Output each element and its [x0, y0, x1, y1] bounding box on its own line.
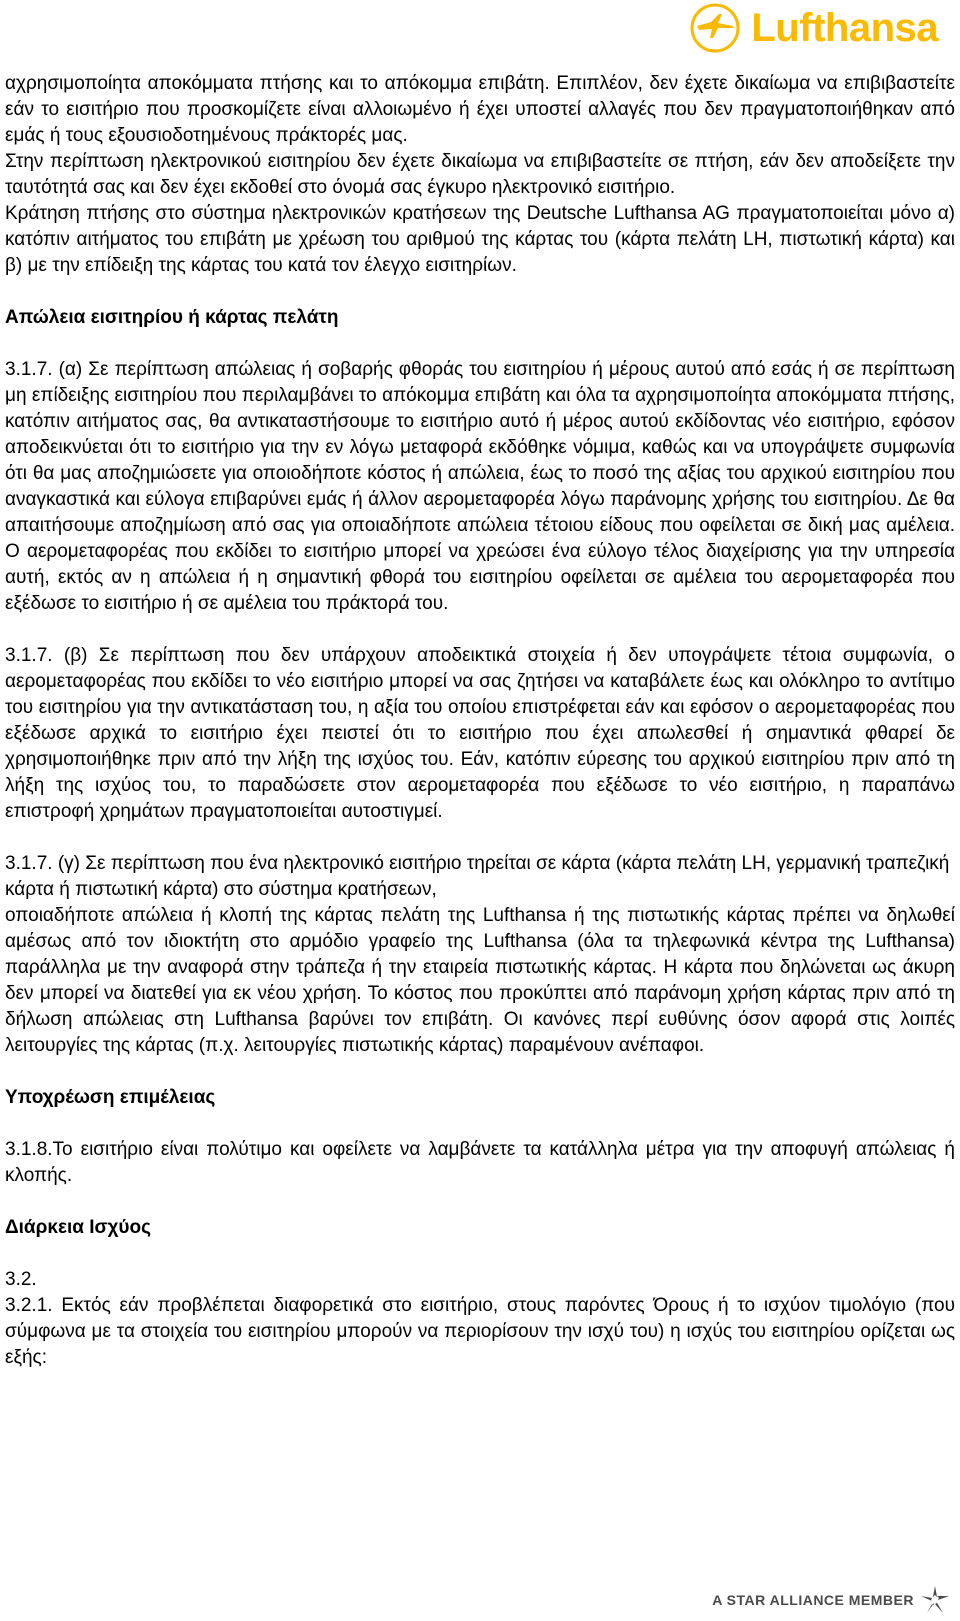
- star-alliance-icon: [920, 1585, 950, 1615]
- brand-name: Lufthansa: [751, 6, 938, 50]
- paragraph: Κράτηση πτήσης στο σύστημα ηλεκτρονικών κρατήσεων της Deutsche Lufthansa AG πραγματοποιείται μόνο α) κατόπιν αιτήματος του επιβάτη με χρέωση του αριθμού της κάρτας του (κάρτα πελάτη LH, πιστωτική κάρτα) και β) με την επίδειξη της κάρτας του κατά τον έλεγχο εισιτηρίων.: [5, 203, 955, 276]
- section-heading-loss: Απώλεια εισιτηρίου ή κάρτας πελάτη: [5, 307, 339, 328]
- star-alliance-text: A STAR ALLIANCE MEMBER: [712, 1592, 914, 1608]
- paragraph-3-1-8: 3.1.8.Το εισιτήριο είναι πολύτιμο και οφείλετε να λαμβάνετε τα κατάλληλα μέτρα για την αποφυγή απώλειας ή κλοπής.: [5, 1139, 955, 1186]
- crane-logo-icon: [689, 2, 741, 54]
- paragraph-3-1-7-a: 3.1.7. (α) Σε περίπτωση απώλειας ή σοβαρής φθοράς του εισιτηρίου ή μέρους αυτού από εσάς ή σε περίπτωση μη επίδειξης εισιτηρίου που περιλαμβάνει το απόκομμα επιβάτη και όλα τα αχρησιμοποίητα αποκόμματα πτήσης, κατόπιν αιτήματος σας, θα αντικαταστήσουμε το εισιτήριο αυτό ή μέρος αυτού εκδίδοντας νέο εισιτήριο, εφόσον αποδεικνύεται ότι το εισιτήριο για την εν λόγω μεταφορά εκδόθηκε νόμιμα, καθώς και να υπογράψετε συμφωνία ότι θα μας αποζημιώσετε για οποιοδήποτε κόστος ή απώλεια, έως το ποσό της αξίας του αρχικού εισιτηρίου που αναγκαστικά και εύλογα επιβαρύνει εμάς ή άλλον αερομεταφορέα λόγω παράνομης χρήσης του εισιτηρίου. Δε θα απαιτήσουμε αποζημίωση από σας για οποιαδήποτε απώλεια τέτοιου είδους που οφείλεται σε δική μας αμέλεια. Ο αερομεταφορέας που εκδίδει το εισιτήριο μπορεί να χρεώσει ένα εύλογο τέλος διαχείρισης για την υπηρεσία αυτή, εκτός αν η απώλεια ή η σημαντική φθορά του εισιτηρίου οφείλεται σε αμέλεια του αερομεταφορέα που εξέδωσε το εισιτήριο ή σε αμέλεια του πράκτορά του.: [5, 359, 955, 614]
- lufthansa-logo: [689, 0, 938, 56]
- paragraph: αχρησιμοποίητα αποκόμματα πτήσης και το απόκομμα επιβάτη. Επιπλέον, δεν έχετε δικαίωμα να επιβιβαστείτε εάν το εισιτήριο που προσκομίζετε είναι αλλοιωμένο ή έχει υποστεί αλλαγές που δεν πραγματοποιήθηκαν από εμάς ή τους εξουσιοδοτημένους πράκτορές μας.: [5, 73, 955, 146]
- paragraph-3-2-1: 3.2.1. Εκτός εάν προβλέπεται διαφορετικά στο εισιτήριο, στους παρόντες Όρους ή το ισχύον τιμολόγιο (που σύμφωνα με τα στοιχεία του εισιτηρίου μπορούν να περιορίσουν την ισχύ του) η ισχύς του εισιτηρίου ορίζεται ως εξής:: [5, 1295, 955, 1368]
- section-heading-care: Υποχρέωση επιμέλειας: [5, 1087, 216, 1108]
- page-header: [0, 0, 960, 62]
- page-footer: [712, 1585, 950, 1615]
- paragraph: Στην περίπτωση ηλεκτρονικού εισιτηρίου δεν έχετε δικαίωμα να επιβιβαστείτε σε πτήση, εάν δεν αποδείξετε την ταυτότητά σας και δεν έχει εκδοθεί στο όνομά σας έγκυρο ηλεκτρονικό εισιτήριο.: [5, 151, 955, 198]
- paragraph-3-1-7-c: 3.1.7. (γ) Σε περίπτωση που ένα ηλεκτρονικό εισιτήριο τηρείται σε κάρτα (κάρτα πελάτη LH, γερμανική τραπεζική κάρτα ή πιστωτική κάρτα) στο σύστημα κρατήσεων,: [5, 853, 950, 900]
- document-body: [5, 71, 955, 1371]
- paragraph-3-1-7-b: 3.1.7. (β) Σε περίπτωση που δεν υπάρχουν αποδεικτικά στοιχεία ή δεν υπογράψετε τέτοια συμφωνία, ο αερομεταφορέας που εκδίδει το νέο εισιτήριο μπορεί να σας ζητήσει να καταβάλετε έως και ολόκληρο το αντίτιμο του εισιτηρίου για την αντικατάσταση του, η αξία του οποίου επιστρέφεται εάν και εφόσον ο αερομεταφορέας που εξέδωσε αρχικά το εισιτήριο έχει πειστεί ότι το εισιτήριο που έχει απωλεσθεί ή σημαντικά φθαρεί δε χρησιμοποιήθηκε πριν από την λήξη της ισχύος του. Εάν, κατόπιν εύρεσης του αρχικού εισιτηρίου πριν από τη λήξη της ισχύος του, το παραδώσετε στον αερομεταφορέα που εξέδωσε το νέο εισιτήριο, η παραπάνω επιστροφή χρημάτων πραγματοποιείται αυτοστιγμεί.: [5, 645, 955, 822]
- section-heading-validity: Διάρκεια Ισχύος: [5, 1217, 151, 1238]
- paragraph-3-2: 3.2.: [5, 1269, 37, 1290]
- paragraph-3-1-7-c-cont: οποιαδήποτε απώλεια ή κλοπή της κάρτας πελάτη της Lufthansa ή της πιστωτικής κάρτας πρέπει να δηλωθεί αμέσως από τον ιδιοκτήτη στο αρμόδιο γραφείο της Lufthansa (όλα τα τηλεφωνικά κέντρα της Lufthansa) παράλληλα με την αναφορά στην τράπεζα ή την εταιρεία πιστωτικής κάρτας. Η κάρτα που δηλώνεται ως άκυρη δεν μπορεί να διατεθεί για εκ νέου χρήση. Το κόστος που προκύπτει από παράνομη χρήση κάρτας πριν από τη δήλωση απώλειας στη Lufthansa βαρύνει τον επιβάτη. Οι κανόνες περί ευθύνης όσον αφορά στις λοιπές λειτουργίες της κάρτας (π.χ. λειτουργίες πιστωτικής κάρτας) παραμένουν ανέπαφοι.: [5, 905, 955, 1056]
